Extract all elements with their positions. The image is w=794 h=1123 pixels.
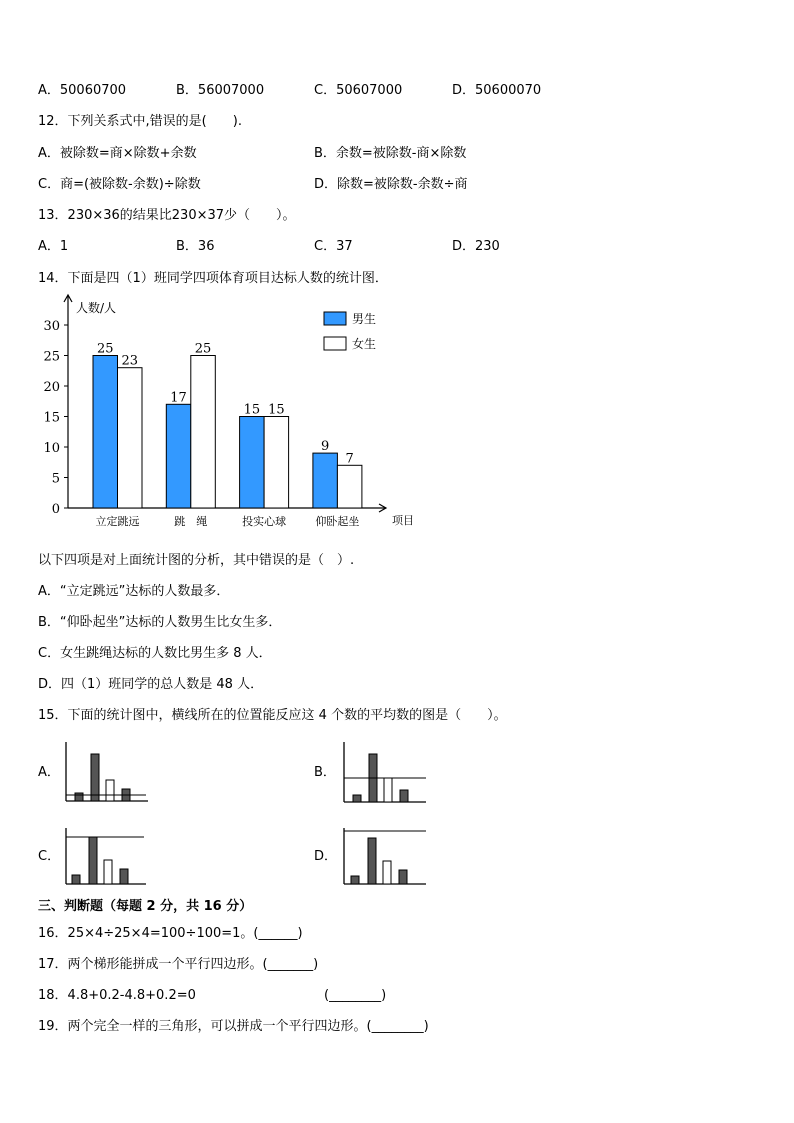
q13-option-c: C．37 — [314, 239, 353, 254]
bar-boys — [93, 356, 118, 509]
q14-option-c: C．女生跳绳达标的人数比男生多 8 人． — [38, 646, 272, 661]
q18: 18．4.8+0.2-4.8+0.2=0 — [38, 988, 196, 1003]
q12-option-c: C．商=(被除数-余数)÷除数 — [38, 177, 201, 192]
bar-2 — [91, 754, 99, 801]
q13-option-a: A．1 — [38, 239, 69, 254]
q14-option-a: A．“立定跳远”达标的人数最多． — [38, 584, 230, 599]
section-3-title: 三、判断题（每题 2 分，共 16 分） — [38, 899, 253, 914]
q14-stem: 14．下面是四（1）班同学四项体育项目达标人数的统计图． — [38, 271, 388, 286]
q14-option-b: B．“仰卧起坐”达标的人数男生比女生多． — [38, 615, 282, 630]
q11-option-d: D．50600070 — [452, 83, 542, 98]
q15-label-d: D． — [314, 849, 338, 864]
bar-3 — [383, 861, 391, 884]
q13-option-b: B．36 — [176, 239, 215, 254]
y-tick-label: 10 — [43, 441, 60, 456]
bar-4 — [400, 790, 408, 802]
mini-chart-a — [62, 740, 152, 804]
data-label: 23 — [121, 353, 139, 369]
q15-label-a: A． — [38, 765, 60, 780]
bar-3 — [104, 860, 112, 884]
bar-4 — [120, 869, 128, 884]
mini-chart-c — [62, 826, 152, 888]
y-tick-label: 15 — [43, 410, 60, 426]
bar-girls — [118, 368, 143, 508]
bar-chart — [30, 292, 414, 538]
bar-4 — [399, 870, 407, 884]
q12-option-a: A．被除数=商×除数+余数 — [38, 146, 197, 161]
y-axis-label: 人数/人 — [76, 301, 117, 315]
q13-stem: 13．230×36的结果比230×37少（ ）。 — [38, 208, 296, 223]
q13-option-d: D．230 — [452, 239, 500, 254]
q18-answer-blank[interactable]: (________) — [324, 988, 387, 1003]
q16: 16．25×4÷25×4=100÷100=1。(______) — [38, 926, 303, 941]
data-label: 15 — [243, 402, 261, 418]
legend-swatch — [324, 312, 346, 325]
data-label: 15 — [268, 402, 285, 418]
bar-boys — [240, 417, 265, 509]
data-label: 25 — [194, 341, 212, 357]
q11-option-b: B．56007000 — [176, 83, 265, 98]
mini-chart-b — [340, 740, 430, 804]
bar-girls — [337, 465, 362, 508]
data-label: 9 — [321, 439, 330, 455]
q14-option-d: D．四（1）班同学的总人数是 48 人． — [38, 677, 264, 692]
bar-1 — [351, 876, 359, 884]
bar-1 — [75, 793, 83, 801]
y-tick-label: 30 — [43, 319, 60, 334]
y-tick-label: 0 — [51, 502, 60, 517]
bar-1 — [72, 875, 80, 884]
bar-2 — [89, 837, 97, 884]
y-tick-label: 25 — [43, 349, 60, 365]
bar-girls — [264, 417, 289, 509]
bar-3 — [106, 780, 114, 801]
q12-stem: 12．下列关系式中,错误的是( ). — [38, 114, 242, 129]
bar-3 — [384, 778, 392, 802]
x-tick-label: 投实心球 — [242, 515, 287, 528]
bar-boys — [166, 404, 191, 508]
y-tick-label: 5 — [51, 471, 60, 487]
x-tick-label: 跳 绳 — [174, 515, 208, 528]
q17: 17．两个梯形能拼成一个平行四边形。(_______) — [38, 957, 319, 972]
bar-1 — [353, 795, 361, 802]
q12-option-b: B．余数=被除数-商×除数 — [314, 146, 467, 161]
x-tick-label: 立定跳远 — [95, 515, 140, 528]
data-label: 7 — [345, 451, 354, 467]
legend-swatch — [324, 337, 346, 350]
q11-option-a: A．50060700 — [38, 83, 127, 98]
x-axis-label: 项目 — [392, 514, 414, 527]
bar-2 — [368, 838, 376, 884]
legend-label: 男生 — [352, 312, 377, 326]
q11-option-c: C．50607000 — [314, 83, 403, 98]
y-tick-label: 20 — [43, 380, 60, 395]
q14-followup: 以下四项是对上面统计图的分析，其中错误的是（ ）. — [38, 553, 355, 568]
bar-girls — [191, 356, 216, 509]
q15-label-c: C． — [38, 849, 61, 864]
q19: 19．两个完全一样的三角形，可以拼成一个平行四边形。(________) — [38, 1019, 429, 1034]
x-tick-label: 仰卧起坐 — [315, 515, 360, 528]
legend-label: 女生 — [352, 337, 377, 351]
q12-option-d: D．除数=被除数-余数÷商 — [314, 177, 468, 192]
data-label: 25 — [96, 341, 114, 357]
bar-boys — [313, 453, 338, 508]
q15-stem: 15．下面的统计图中，横线所在的位置能反应这 4 个数的平均数的图是（ ）。 — [38, 708, 507, 723]
data-label: 17 — [170, 390, 187, 406]
q15-label-b: B． — [314, 765, 336, 780]
mini-chart-d — [340, 826, 430, 888]
